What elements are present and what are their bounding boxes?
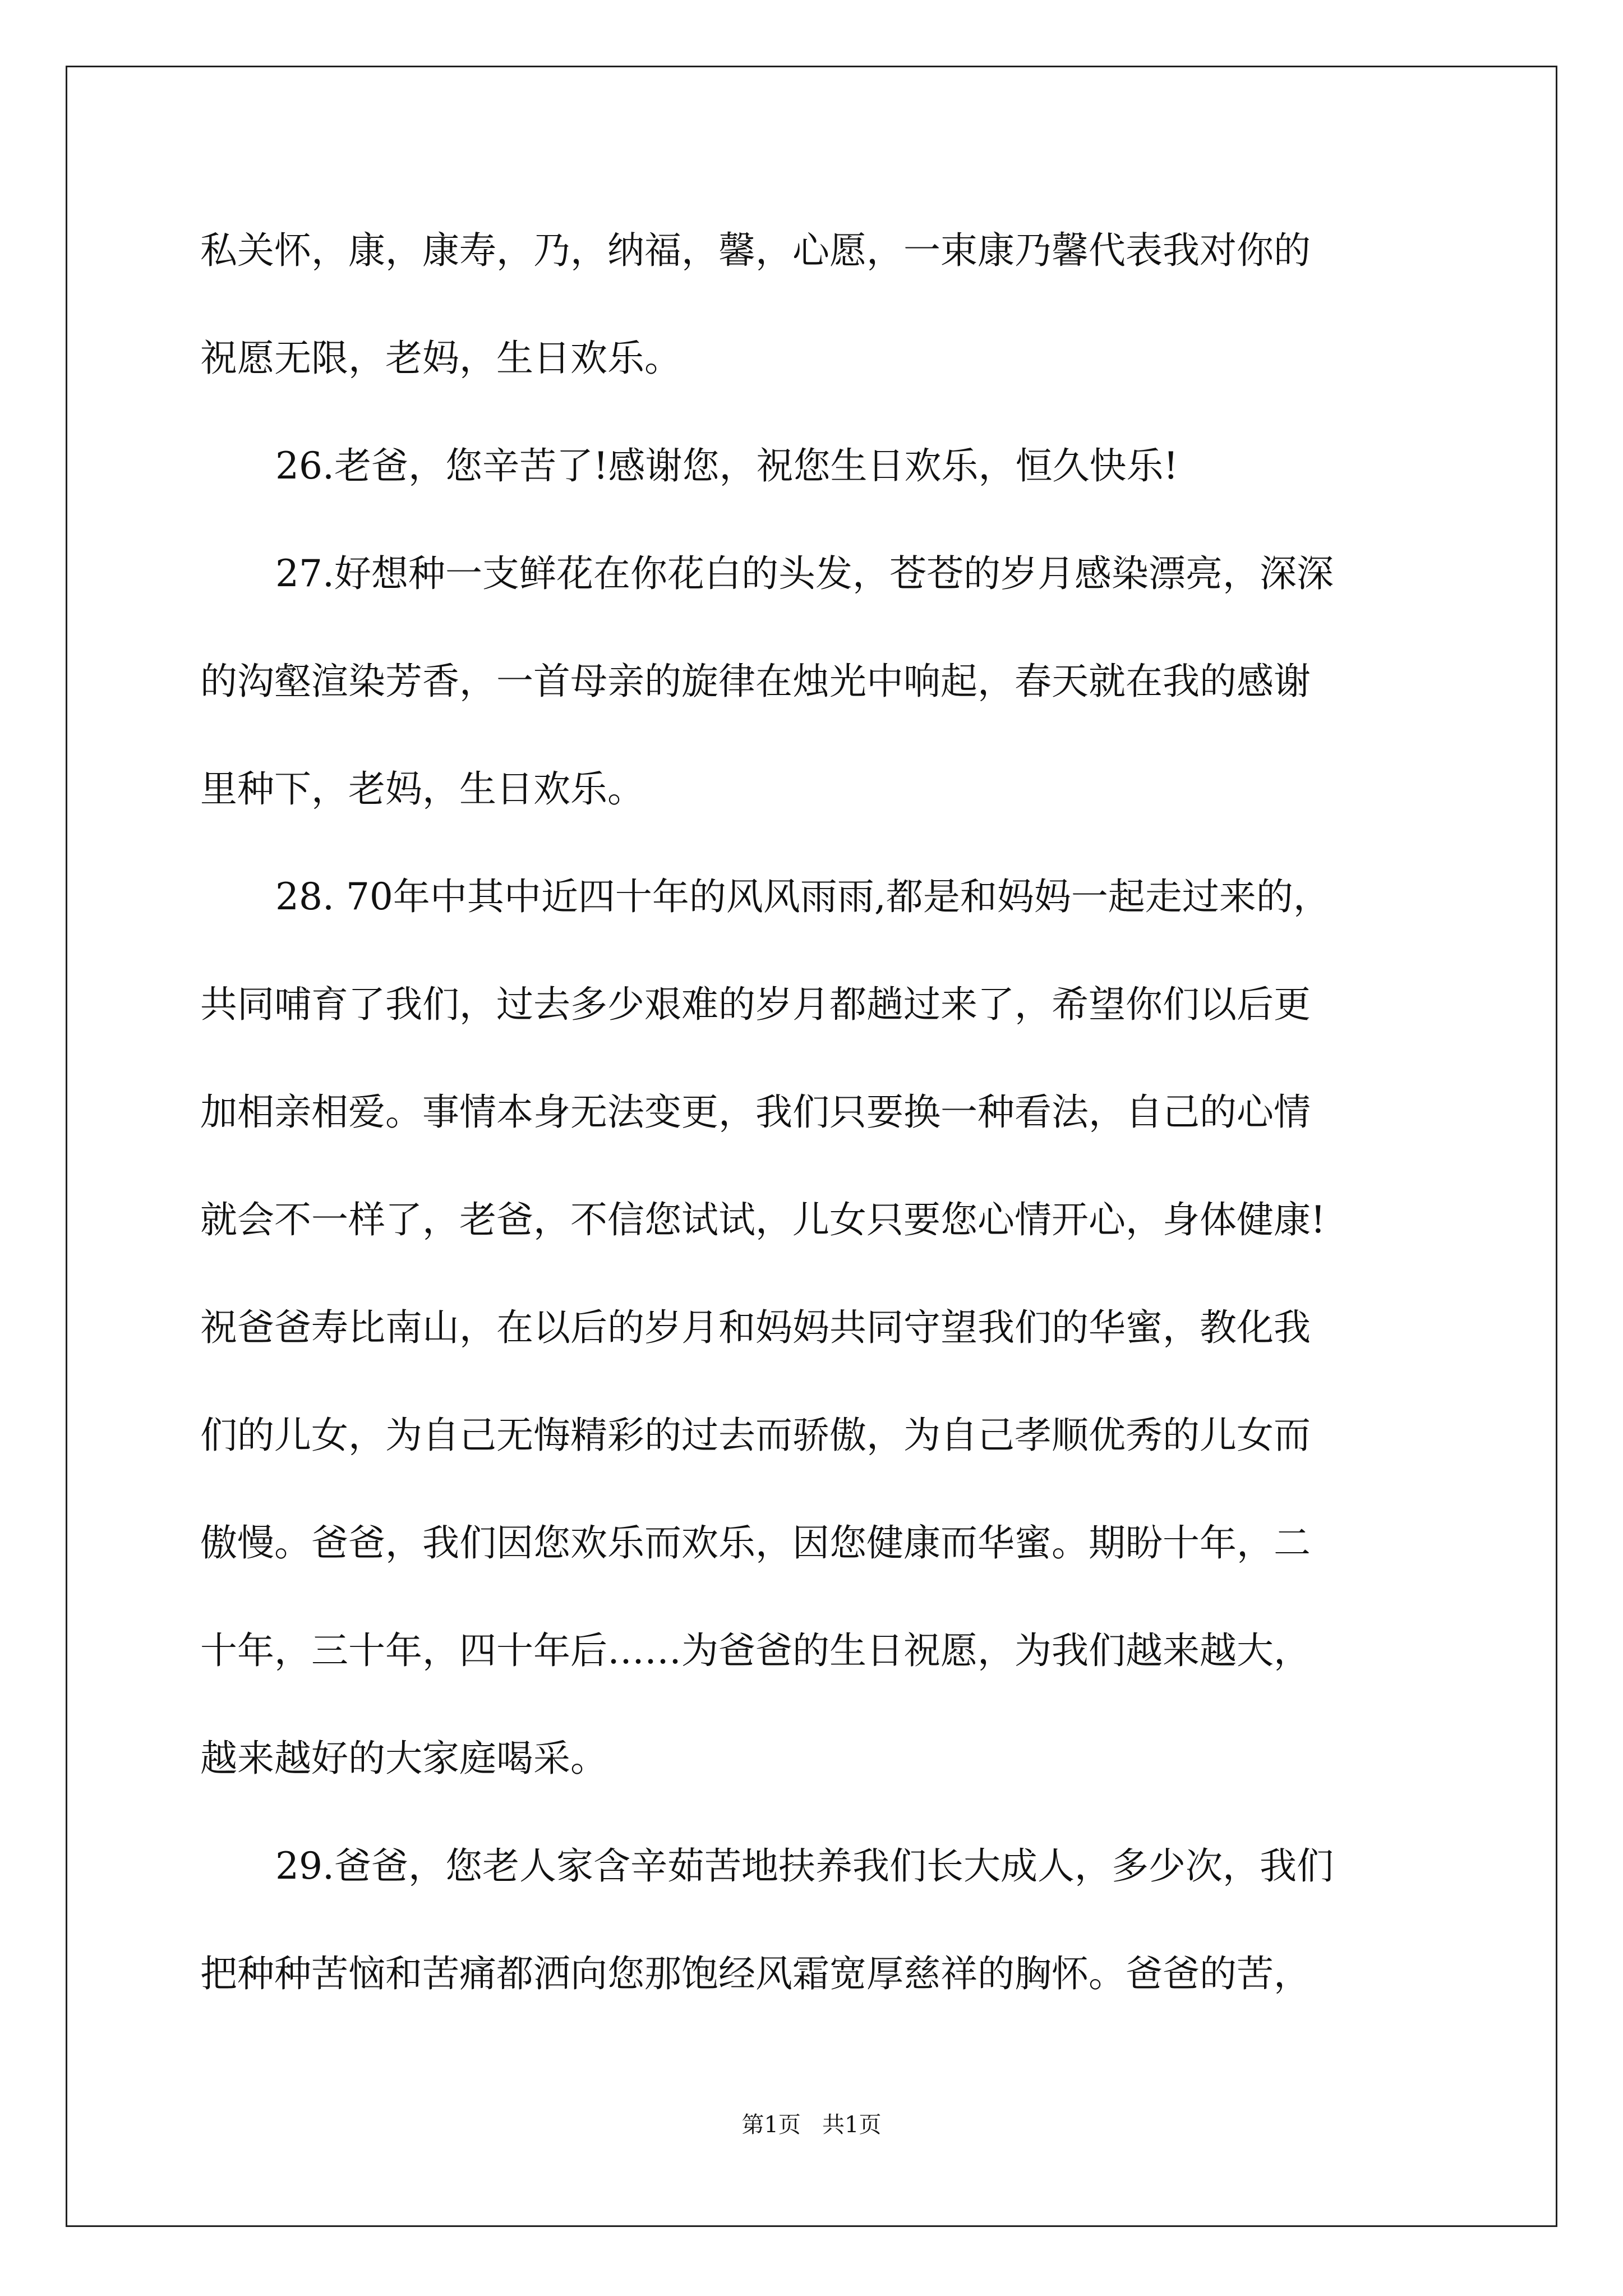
page-border <box>66 66 1557 2227</box>
text-line: 私关怀，康，康寿，乃，纳福，馨，心愿，一束康乃馨代表我对你的 <box>200 229 1311 272</box>
text-line: 祝愿无限，老妈，生日欢乐。 <box>200 337 681 380</box>
text-line: 们的儿女，为自己无悔精彩的过去而骄傲，为自己孝顺优秀的儿女而 <box>200 1414 1311 1457</box>
text-line: 加相亲相爱。事情本身无法变更，我们只要换一种看法，自己的心情 <box>200 1091 1311 1134</box>
text-line: 傲慢。爸爸，我们因您欢乐而欢乐，因您健康而华蜜。期盼十年，二 <box>200 1521 1311 1565</box>
text-line: 十年，三十年，四十年后……为爸爸的生日祝愿，为我们越来越大， <box>200 1629 1311 1672</box>
text-line: 把种种苦恼和苦痛都洒向您那饱经风霜宽厚慈祥的胸怀。爸爸的苦， <box>200 1952 1311 1995</box>
text-line: 越来越好的大家庭喝采。 <box>200 1737 607 1780</box>
text-line: 29.爸爸，您老人家含辛茹苦地扶养我们长大成人，多少次，我们 <box>275 1844 1334 1888</box>
text-line: 祝爸爸寿比南山，在以后的岁月和妈妈共同守望我们的华蜜，教化我 <box>200 1306 1311 1349</box>
text-line: 里种下，老妈，生日欢乐。 <box>200 767 644 811</box>
text-line: 的沟壑渲染芳香，一首母亲的旋律在烛光中响起，春天就在我的感谢 <box>200 660 1311 703</box>
text-line: 共同哺育了我们，过去多少艰难的岁月都趟过来了，希望你们以后更 <box>200 983 1311 1026</box>
text-line: 就会不一样了，老爸，不信您试试，儿女只要您心情开心，身体健康! <box>200 1198 1326 1241</box>
text-line: 26.老爸，您辛苦了!感谢您，祝您生日欢乐，恒久快乐! <box>275 444 1179 487</box>
page-number-footer: 第1页 共1页 <box>741 2112 882 2138</box>
text-line: 27.好想种一支鲜花在你花白的头发，苍苍的岁月感染漂亮，深深 <box>275 552 1334 595</box>
text-line: 28. 70年中其中近四十年的风风雨雨,都是和妈妈一起走过来的， <box>275 875 1330 918</box>
